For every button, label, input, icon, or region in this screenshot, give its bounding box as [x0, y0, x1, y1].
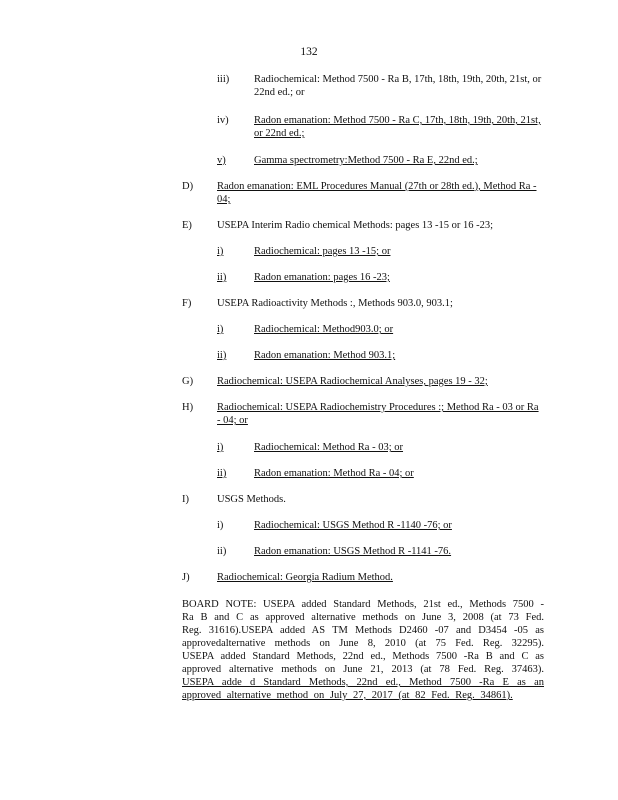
list-item-text: Radiochemical: Method 7500 - Ra B, 17th, 18th, 19th, 20th, 21st, or 22nd ed.; or	[254, 74, 542, 98]
board-note-amendment: USEPA adde d Standard Methods, 22nd ed., Method 7500 -Ra E as an approved alternative method on July 27, 2017 (at 82 Fed. Reg. 34861).	[182, 677, 544, 701]
list-marker: ii)	[217, 272, 227, 283]
list-item-text: Radon emanation: Method 7500 - Ra C, 17th, 18th, 19th, 20th, 21st, or 22nd ed.;	[254, 115, 541, 139]
list-item-text: Radiochemical: Method903.0; or	[254, 324, 394, 335]
list-item-text: USEPA Radioactivity Methods :, Methods 903.0, 903.1;	[217, 298, 453, 309]
board-note-text: BOARD NOTE: USEPA added Standard Methods, 21st ed., Methods 7500 -Ra B and C as approved alternative methods on June 3, 2008 (at 73 Fed. Reg. 31616).USEPA added AS TM Methods D2460 -07 and D3454 -05 as approvedalternative methods on June 8, 2010 (at 75 Fed. Reg. 32295). USEPA added Standard Methods, 22nd ed., Methods 7500 -Ra B and C as approved alternative methods on June 21, 2013 (at 78 Fed. Reg. 37463).	[182, 599, 544, 675]
list-marker: G)	[182, 376, 194, 387]
list-item-text: Radiochemical: pages 13 -15; or	[254, 246, 391, 257]
list-item-text: Radiochemical: USGS Method R -1140 -76; or	[254, 520, 452, 531]
list-item-text: Gamma spectrometry:Method 7500 - Ra E, 22nd ed.;	[254, 155, 478, 166]
board-note	[182, 598, 544, 702]
list-marker: i)	[217, 520, 224, 531]
list-marker: F)	[182, 298, 192, 309]
list-marker: ii)	[217, 468, 227, 479]
list-item-text: Radon emanation: Method Ra - 04; or	[254, 468, 414, 479]
page-number: 132	[300, 46, 318, 58]
list-marker: v)	[217, 155, 226, 166]
list-marker: i)	[217, 442, 224, 453]
list-marker: i)	[217, 324, 224, 335]
list-item-text: Radiochemical: Georgia Radium Method.	[217, 572, 393, 583]
list-marker: H)	[182, 402, 194, 413]
list-marker: iv)	[217, 115, 229, 126]
list-item-text: Radon emanation: EML Procedures Manual (27th or 28th ed.), Method Ra - 04;	[217, 181, 537, 205]
list-item-text: Radon emanation: pages 16 -23;	[254, 272, 390, 283]
list-item-text: USEPA Interim Radio chemical Methods: pages 13 -15 or 16 -23;	[217, 220, 494, 231]
list-item-text: Radiochemical: USEPA Radiochemical Analyses, pages 19 - 32;	[217, 376, 488, 387]
list-marker: ii)	[217, 546, 227, 557]
list-marker: I)	[182, 494, 189, 505]
list-marker: iii)	[217, 74, 230, 85]
list-marker: D)	[182, 181, 194, 192]
list-item-text: Radon emanation: Method 903.1;	[254, 350, 396, 361]
list-item-text: Radon emanation: USGS Method R -1141 -76.	[254, 546, 452, 557]
list-marker: i)	[217, 246, 224, 257]
list-item-text: Radiochemical: Method Ra - 03; or	[254, 442, 404, 453]
list-marker: J)	[182, 572, 190, 583]
list-marker: E)	[182, 220, 192, 231]
list-marker: ii)	[217, 350, 227, 361]
list-item-text: Radiochemical: USEPA Radiochemistry Procedures :; Method Ra - 03 or Ra - 04; or	[217, 402, 539, 426]
list-item-text: USGS Methods.	[217, 494, 286, 505]
